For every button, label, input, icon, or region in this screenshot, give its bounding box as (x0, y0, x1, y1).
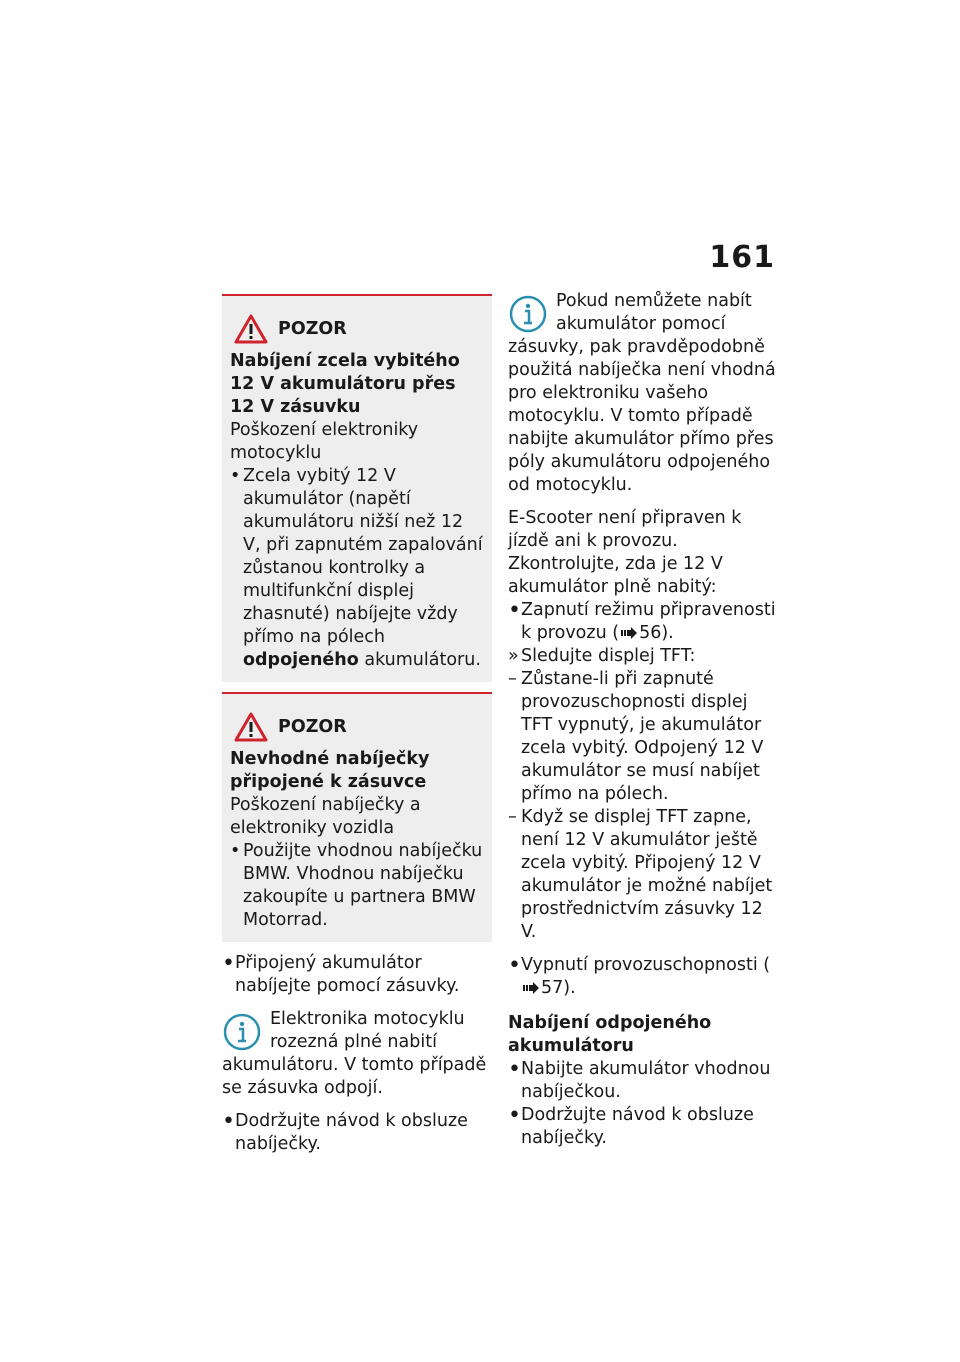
warning-subtitle: Poškození nabíječky a elektroniky vozidla (230, 795, 421, 838)
step-ready: • Zapnutí režimu připravenosti k provozu ( 56). (508, 599, 778, 645)
warning-triangle-icon (234, 314, 268, 344)
info-note (508, 290, 778, 497)
info-text: Elektronika motocyklu rozezná plné nabití akumulátoru. V tomto případě se zásuvka odpojí. (222, 1009, 487, 1098)
result-observe: » Sledujte displej TFT: (508, 645, 778, 668)
step-off: • Vypnutí provozuschopnosti (57). (508, 954, 778, 1000)
warning-title: Nevhodné nabíječky připojené k zásuvce (230, 749, 430, 792)
case-on: – Když se displej TFT zapne, není 12 V akumulátor ještě zcela vybitý. Připojený 12 V akumulátor je možné nabíjet prostřednictvím zásuvky 12 V. (508, 806, 778, 944)
left-column (222, 294, 492, 1156)
warning-header (230, 712, 484, 742)
paragraph-check: E-Scooter není připraven k jízdě ani k provozu. Zkontrolujte, zda je 12 V akumulátor plně nabitý: (508, 508, 742, 597)
step-connect: • Připojený akumulátor nabíjejte pomocí zásuvky. (222, 952, 492, 998)
step-manual: • Dodržujte návod k obsluze nabíječky. (222, 1110, 492, 1156)
warning-subtitle: Poškození elektroniky motocyklu (230, 420, 419, 463)
info-icon (222, 1012, 262, 1052)
section-heading: Nabíjení odpojeného akumulátoru (508, 1013, 712, 1056)
info-icon (508, 294, 548, 334)
step-charge: • Nabijte akumulátor vhodnou nabíječkou. (508, 1058, 778, 1104)
info-text: Pokud nemůžete nabít akumulátor pomocí zásuvky, pak pravděpodobně použitá nabíječka není vhodná pro elektroniku vašeho motocyklu. V tomto případě nabijte akumulátor přímo přes póly akumulátoru odpojeného od motocyklu. (508, 291, 776, 495)
warning-label: POZOR (278, 318, 347, 339)
case-off: – Zůstane-li při zapnuté provozuschopnosti displej TFT vypnutý, je akumulátor zcela vybitý. Odpojený 12 V akumulátor se musí nabíjet přímo na pólech. (508, 668, 778, 806)
warning-header (230, 314, 484, 344)
reference-arrow-icon (523, 982, 539, 994)
warning-bullet: • Použijte vhodnou nabíječku BMW. Vhodnou nabíječku zakoupíte u partnera BMW Motorrad. (230, 840, 484, 932)
warning-title: Nabíjení zcela vybitého 12 V akumulátoru přes 12 V zásuvku (230, 351, 460, 417)
page-number: 161 (709, 240, 775, 275)
step-manual: • Dodržujte návod k obsluze nabíječky. (508, 1104, 778, 1150)
warning-bullet: • Zcela vybitý 12 V akumulátor (napětí akumulátoru nižší než 12 V, při zapnutém zapalování zůstanou kontrolky a multifunkční displej zhasnuté) nabíjejte vždy přímo na pólech odpojeného akumulátoru. (230, 465, 484, 672)
reference-page[interactable]: 57 (541, 978, 564, 998)
reference-page[interactable]: 56 (639, 623, 662, 643)
warning-label: POZOR (278, 716, 347, 737)
info-note (222, 1008, 492, 1100)
warning-triangle-icon (234, 712, 268, 742)
warning-box-2 (222, 692, 492, 942)
reference-arrow-icon (621, 627, 637, 639)
right-column (508, 290, 778, 1150)
warning-box-1 (222, 294, 492, 682)
